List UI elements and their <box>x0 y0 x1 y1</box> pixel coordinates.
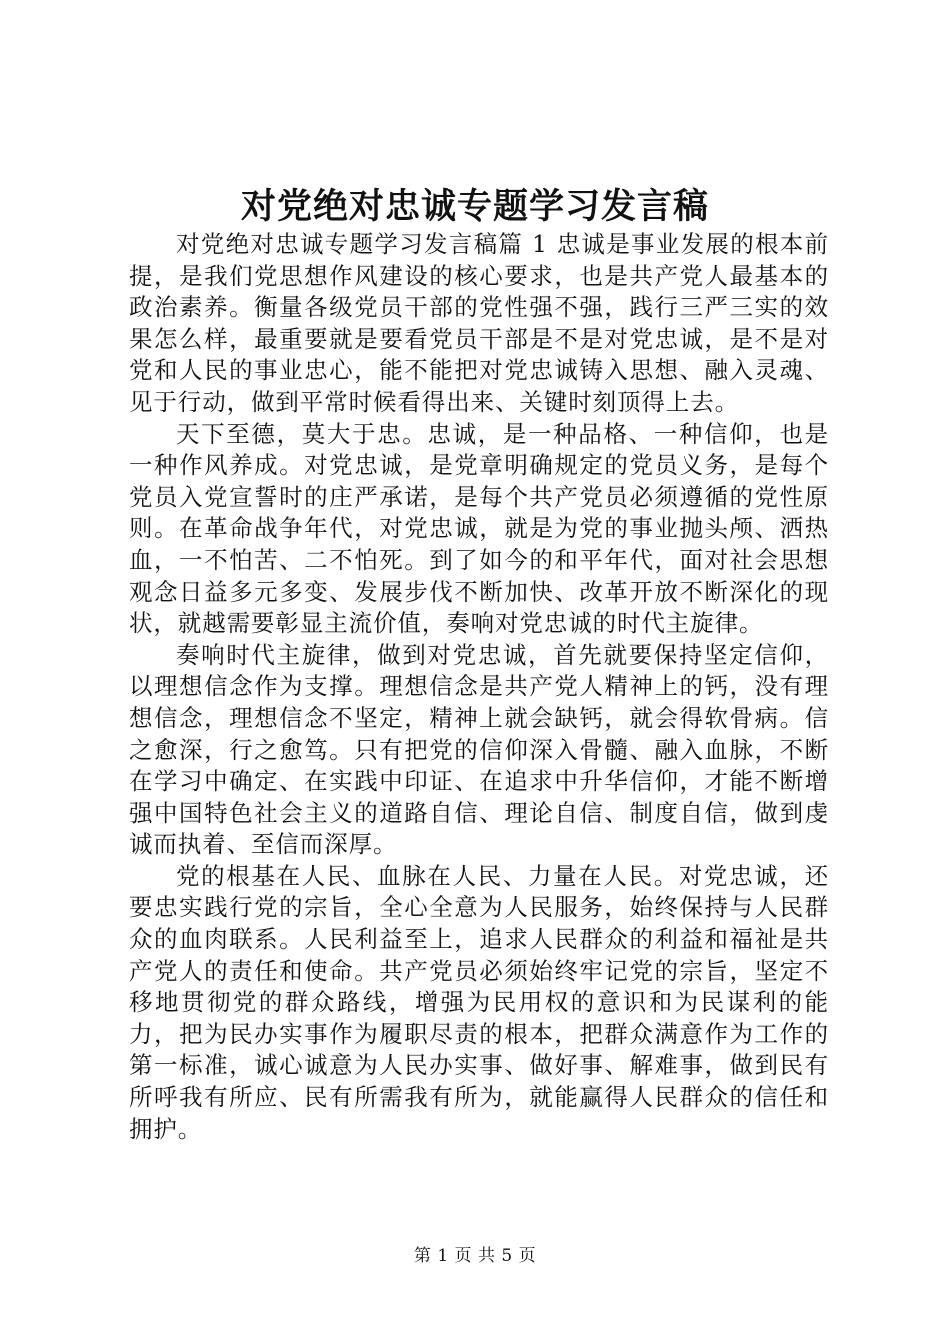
page-title: 对党绝对忠诚专题学习发言稿 <box>240 186 709 227</box>
paragraph-2: 天下至德，莫大于忠。忠诚，是一种品格、一种信仰，也是一种作风养成。对党忠诚，是党章明确规定的党员义务，是每个党员入党宣誓时的庄严承诺，是每个共产党员必须遵循的党性原则。在革命战争年代，对党忠诚，就是为党的事业抛头颅、洒热血，一不怕苦、二不怕死。到了如今的和平年代，面对社会思想观念日益多元多变、发展步伐不断加快、改革开放不断深化的现状，就越需要彰显主流价值，奏响对党忠诚的时代主旋律。 <box>129 419 829 638</box>
page-footer: 第 1 页 共 5 页 <box>413 1246 537 1266</box>
paragraph-3: 奏响时代主旋律，做到对党忠诚，首先就要保持坚定信仰，以理想信念作为支撑。理想信念是共产党人精神上的钙，没有理想信念，理想信念不坚定，精神上就会缺钙，就会得软骨病。信之愈深，行之愈笃。只有把党的信仰深入骨髓、融入血脉，不断在学习中确定、在实践中印证、在追求中升华信仰，才能不断增强中国特色社会主义的道路自信、理论自信、制度自信，做到虔诚而执着、至信而深厚。 <box>129 640 829 859</box>
paragraph-1: 对党绝对忠诚专题学习发言稿篇 1 忠诚是事业发展的根本前提，是我们党思想作风建设的核心要求，也是共产党人最基本的政治素养。衡量各级党员干部的党性强不强，践行三严三实的效果怎么样，最重要就是要看党员干部是不是对党忠诚，是不是对党和人民的事业忠心，能不能把对党忠诚铸入思想、融入灵魂、见于行动，做到平常时候看得出来、关键时刻顶得上去。 <box>129 230 829 416</box>
paragraph-4: 党的根基在人民、血脉在人民、力量在人民。对党忠诚，还要忠实践行党的宗旨，全心全意为人民服务，始终保持与人民群众的血肉联系。人民利益至上，追求人民群众的利益和福祉是共产党人的责任和使命。共产党员必须始终牢记党的宗旨，坚定不移地贯彻党的群众路线，增强为民用权的意识和为民谋利的能力，把为民办实事作为履职尽责的根本，把群众满意作为工作的第一标准，诚心诚意为人民办实事、做好事、解难事，做到民有所呼我有所应、民有所需我有所为，就能赢得人民群众的信任和拥护。 <box>129 861 829 1143</box>
document-body <box>129 229 829 1145</box>
